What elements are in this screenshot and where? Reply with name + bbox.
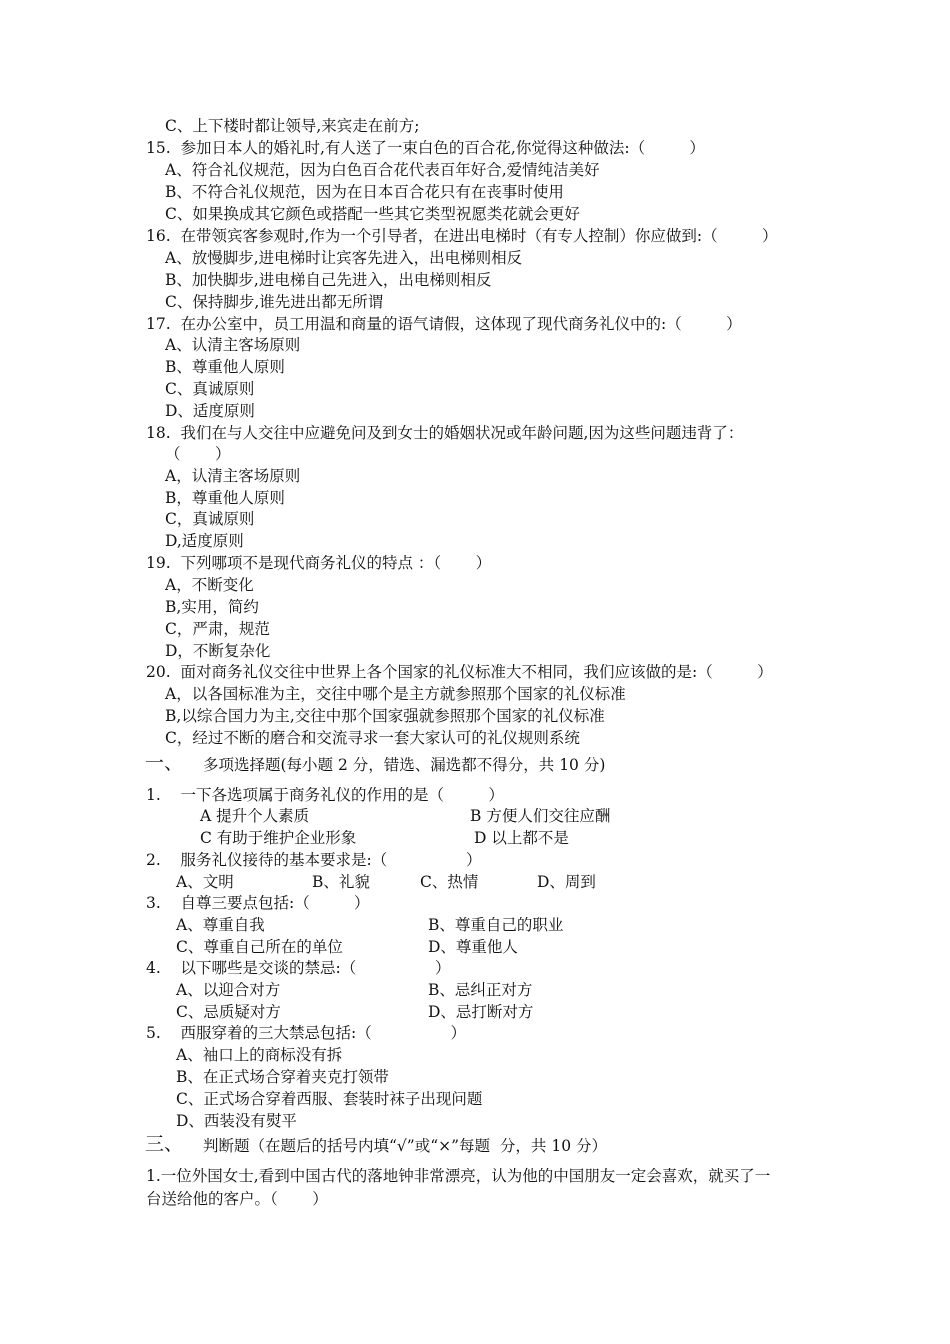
s2-q3-stem: 3. 自尊三要点包括:（ ） [146,894,370,912]
s2-q5-option-d: D、西装没有熨平 [176,1112,297,1130]
s2-q1-option-c: C 有助于维护企业形象 [200,829,357,847]
s2-q4-stem: 4. 以下哪些是交谈的禁忌:（ ） [146,959,451,977]
q18-stem-cont: （ ） [165,445,231,463]
q18-option-d: D,适度原则 [165,532,244,550]
section3-number: 三、 [145,1133,184,1155]
q19-option-b: B,实用，简约 [165,598,259,616]
s2-q4-option-a: A、以迎合对方 [176,981,281,999]
s2-q5-stem: 5. 西服穿着的三大禁忌包括:（ ） [146,1024,467,1042]
s2-q5-option-a: A、袖口上的商标没有拆 [176,1046,343,1064]
q20-stem: 20. 面对商务礼仪交往中世界上各个国家的礼仪标准大不相同，我们应该做的是:（ ） [146,663,773,681]
q17-option-c: C、真诚原则 [165,380,255,398]
q20-option-a: A，以各国标准为主，交往中哪个是主方就参照那个国家的礼仪标准 [165,685,626,703]
s2-q3-option-c: C、尊重自己所在的单位 [176,938,343,956]
s2-q1-option-b: B 方便人们交往应酬 [470,807,611,825]
q20-option-b: B,以综合国力为主,交往中那个国家强就参照那个国家的礼仪标准 [165,707,605,725]
q16-option-a: A、放慢脚步,进电梯时让宾客先进入，出电梯则相反 [165,249,523,267]
q18-option-a: A，认清主客场原则 [165,467,301,485]
q18-option-b: B，尊重他人原则 [165,489,285,507]
s2-q1-option-d: D 以上都不是 [474,829,569,847]
s2-q2-option-d: D、周到 [537,873,596,891]
section2-number: 一、 [145,752,184,774]
s2-q5-option-b: B、在正式场合穿着夹克打领带 [176,1068,389,1086]
s3-q1-line1: 1.一位外国女士,看到中国古代的落地钟非常漂亮，认为他的中国朋友一定会喜欢，就买了一 [146,1167,771,1185]
q19-option-c: C，严肃，规范 [165,620,270,638]
s2-q2-option-b: B、礼貌 [312,873,370,891]
q19-stem: 19. 下列哪项不是现代商务礼仪的特点 ：（ ） [146,554,492,572]
s2-q1-option-a: A 提升个人素质 [200,807,310,825]
q15-option-c: C、如果换成其它颜色或搭配一些其它类型祝愿类花就会更好 [165,205,580,223]
s2-q4-option-d: D、忌打断对方 [428,1003,534,1021]
section3-title: 判断题（在题后的括号内填“√”或“×”每题 分，共 10 分） [203,1137,607,1155]
q17-option-d: D、适度原则 [165,402,255,420]
q17-option-b: B、尊重他人原则 [165,358,285,376]
section2-title: 多项选择题(每小题 2 分，错选、漏选都不得分，共 10 分) [203,756,606,774]
s2-q2-stem: 2. 服务礼仪接待的基本要求是:（ ） [146,851,482,869]
q16-option-b: B、加快脚步,进电梯自己先进入，出电梯则相反 [165,271,492,289]
q14-option-c: C、上下楼时都让领导,来宾走在前方; [165,117,420,135]
q20-option-c: C，经过不断的磨合和交流寻求一套大家认可的礼仪规则系统 [165,729,580,747]
q15-option-b: B、不符合礼仪规范，因为在日本百合花只有在丧事时使用 [165,183,564,201]
q17-option-a: A、认清主客场原则 [165,336,301,354]
s2-q4-option-c: C、忌质疑对方 [176,1003,281,1021]
q15-stem: 15. 参加日本人的婚礼时,有人送了一束白色的百合花,你觉得这种做法:（ ） [146,139,705,157]
s2-q1-stem: 1. 一下各选项属于商务礼仪的作用的是（ ） [146,786,504,804]
s2-q5-option-c: C、正式场合穿着西服、套装时袜子出现问题 [176,1090,483,1108]
s2-q3-option-d: D、尊重他人 [428,938,518,956]
q15-option-a: A、符合礼仪规范，因为白色百合花代表百年好合,爱情纯洁美好 [165,161,600,179]
q16-stem: 16. 在带领宾客参观时,作为一个引导者，在进出电梯时（有专人控制）你应做到:（ ） [146,227,778,245]
s3-q1-line2: 台送给他的客户。（ ） [146,1190,328,1208]
q19-option-d: D，不断复杂化 [165,642,271,660]
s2-q3-option-b: B、尊重自己的职业 [428,916,564,934]
s2-q3-option-a: A、尊重自我 [176,916,265,934]
q18-stem: 18. 我们在与人交往中应避免问及到女士的婚姻状况或年龄问题,因为这些问题违背了： [146,424,744,442]
q16-option-c: C、保持脚步,谁先进出都无所谓 [165,293,384,311]
q18-option-c: C，真诚原则 [165,510,255,528]
q17-stem: 17. 在办公室中，员工用温和商量的语气请假，这体现了现代商务礼仪中的:（ ） [146,315,742,333]
s2-q4-option-b: B、忌纠正对方 [428,981,533,999]
s2-q2-option-a: A、文明 [176,873,234,891]
s2-q2-option-c: C、热情 [420,873,479,891]
q19-option-a: A，不断变化 [165,576,254,594]
